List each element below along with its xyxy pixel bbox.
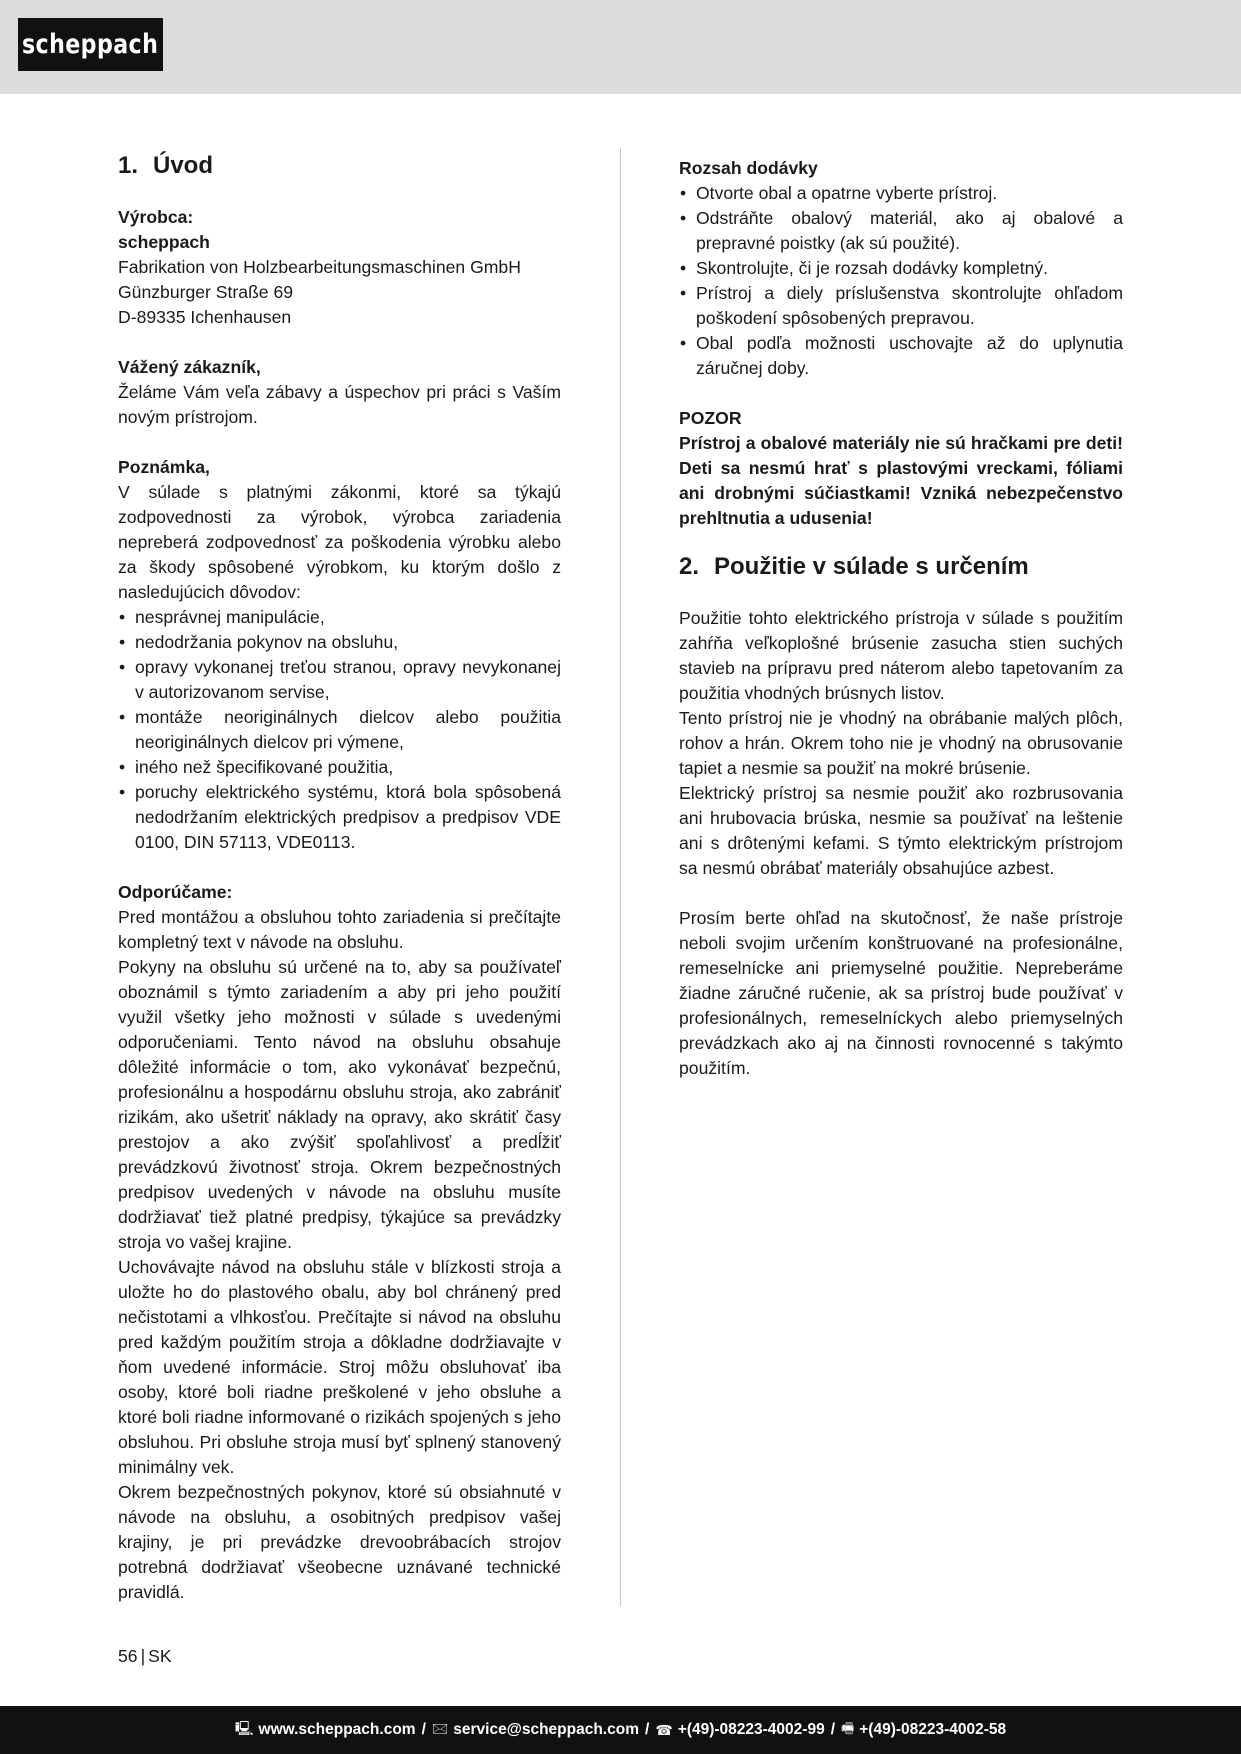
section-2-title: 2. Použitie v súlade s určením [679, 551, 1123, 583]
list-item: • Odstráňte obalový materiál, ako aj obalové a prepravné poistky (ak sú použité). [679, 206, 1123, 256]
note-text: V súlade s platnými zákonmi, ktoré sa týkajú zodpovednosti za výrobok, výrobca zariadenia nepreberá zodpovednosť za poškodenia výrobku alebo za škody spôsobené výrobkom, ku ktorým došlo z nasledujúcich dôvodov: [118, 482, 561, 602]
list-item: • poruchy elektrického systému, ktorá bola spôsobená nedodržaním elektrických predpisov a predpisov VDE 0100, DIN 57113, VDE0113. [118, 780, 561, 855]
address-line: Fabrikation von Holzbearbeitungsmaschinen GmbH [118, 257, 521, 277]
phone-number: +(49)-08223-4002-99 [677, 1721, 825, 1738]
list-item: • montáže neoriginálnych dielcov alebo použitia neoriginálnych dielcov pri výmene, [118, 705, 561, 755]
warning-label: POZOR [679, 408, 742, 428]
computer-icon: 🖳 [234, 1720, 254, 1736]
use-paragraph: Použitie tohto elektrického prístroja v súlade s použitím zahŕňa veľkoplošné brúsenie zasucha stien suchých stavieb na prípravu pred náterom alebo tapetovaním za použitia vhodných brúsnych listov. [679, 608, 1123, 703]
note-label: Poznámka, [118, 457, 210, 477]
manufacturer-name: scheppach [118, 232, 210, 252]
column-divider [620, 148, 621, 1606]
list-item: • iného než špecifikované použitia, [118, 755, 561, 780]
use-paragraph: Tento prístroj nie je vhodný na obrábanie malých plôch, rohov a hrán. Okrem toho nie je vhodný na obrusovanie tapiet a nesmie sa použiť na mokré brúsenie. [679, 708, 1123, 778]
email-link[interactable]: service@scheppach.com [453, 1721, 639, 1738]
list-item: • nesprávnej manipulácie, [118, 605, 561, 630]
footer-bar: 🖳 www.scheppach.com / 🖂 service@scheppach.com / ☎ +(49)-08223-4002-99 / 🖷 +(49)-08223-4002-58 [0, 1706, 1241, 1754]
address-line: D-89335 Ichenhausen [118, 307, 292, 327]
phone-icon: ☎ [655, 1721, 673, 1738]
section-1-number: 1. [118, 152, 139, 179]
scope-list [679, 181, 1123, 381]
section-1-title: 1. Úvod [118, 150, 561, 182]
use-note: Prosím berte ohľad na skutočnosť, že naše prístroje neboli svojim určením konštruované na profesionálne, remeselnícke ani priemyselné použitie. Nepreberáme žiadne záručné ručenie, ak sa prístroj bude používať v profesionálnych, remeselníckych alebo priemyselných prevádzkach ako aj na činnosti rovnocenné s takýmto použitím. [679, 908, 1123, 1078]
fax-icon: 🖷 [841, 1720, 855, 1736]
email-icon: 🖂 [431, 1720, 449, 1736]
customer-text: Želáme Vám veľa zábavy a úspechov pri práci s Vaším novým prístrojom. [118, 382, 561, 427]
recommend-paragraph: Okrem bezpečnostných pokynov, ktoré sú obsiahnuté v návode na obsluhu, a osobitných predpisov vašej krajiny, je pri prevádzke drevoobrábacích strojov potrebná dodržiavať všeobecne uznávané technické pravidlá. [118, 1482, 561, 1602]
address-line: Günzburger Straße 69 [118, 282, 294, 302]
list-item: • Obal podľa možnosti uschovajte až do uplynutia záručnej doby. [679, 331, 1123, 381]
fax-number: +(49)-08223-4002-58 [859, 1721, 1007, 1738]
recommend-label: Odporúčame: [118, 882, 233, 902]
list-item: • Prístroj a diely príslušenstva skontrolujte ohľadom poškodení spôsobených prepravou. [679, 281, 1123, 331]
language-code: SK [148, 1646, 172, 1666]
recommend-paragraph: Pokyny na obsluhu sú určené na to, aby sa používateľ oboznámil s týmto zariadením a aby pri jeho použití využil všetky jeho možnosti v súlade s uvedenými odporučeniami. Tento návod na obsluhu obsahuje dôležité informácie o tom, ako vykonávať bezpečnú, profesionálnu a hospodárnu obsluhu stroja, ako zabrániť rizikám, ako ušetriť náklady na opravy, ako skrátiť časy prestojov a ako zvýšiť spoľahlivosť a predĺžiť prevádzkovú životnosť stroja. Okrem bezpečnostných predpisov uvedených v návode na obsluhu musíte dodržiavať tiež platné predpisy, týkajúce sa prevádzky stroja vo vašej krajine. [118, 957, 561, 1252]
list-item: • Otvorte obal a opatrne vyberte prístroj. [679, 181, 1123, 206]
scope-label: Rozsah dodávky [679, 158, 818, 178]
recommend-paragraph: Pred montážou a obsluhou tohto zariadenia si prečítajte kompletný text v návode na obsluhu. [118, 907, 561, 952]
note-list [118, 605, 561, 855]
use-paragraph: Elektrický prístroj sa nesmie použiť ako rozbrusovania ani hrubovacia brúska, nesmie sa používať na leštenie ani s drôtenými kefami. S týmto elektrickým prístrojom sa nesmú obrábať materiály obsahujúce azbest. [679, 783, 1123, 878]
customer-label: Vážený zákazník, [118, 357, 261, 377]
header-band [0, 0, 1241, 94]
list-item: • Skontrolujte, či je rozsah dodávky kompletný. [679, 256, 1123, 281]
website-link[interactable]: www.scheppach.com [258, 1721, 416, 1738]
page-number: 56 | SK [118, 1646, 172, 1666]
list-item: • opravy vykonanej treťou stranou, opravy nevykonanej v autorizovanom servise, [118, 655, 561, 705]
warning-text: Prístroj a obalové materiály nie sú hračkami pre deti! Deti sa nesmú hrať s plastovými vreckami, fóliami ani drobnými súčiastkami! Vzniká nebezpečenstvo prehltnutia a udusenia! [679, 433, 1123, 528]
manufacturer-label: Výrobca: [118, 207, 194, 227]
recommend-paragraph: Uchovávajte návod na obsluhu stále v blízkosti stroja a uložte ho do plastového obalu, aby bol chránený pred nečistotami a vlhkosťou. Prečítajte si návod na obsluhu pred každým použitím stroja a dôkladne dodržiavajte v ňom uvedené informácie. Stroj môžu obsluhovať iba osoby, ktoré boli riadne preškolené v jeho obsluhe a ktoré boli riadne informované o rizikách spojených s jeho obsluhou. Pri obsluhe stroja musí byť splnený stanovený minimálny vek. [118, 1257, 561, 1477]
list-item: • nedodržania pokynov na obsluhu, [118, 630, 561, 655]
right-column [679, 150, 1123, 1081]
section-2-number: 2. [679, 553, 700, 580]
left-column [118, 150, 561, 1605]
scheppach-logo: scheppach [18, 18, 163, 71]
